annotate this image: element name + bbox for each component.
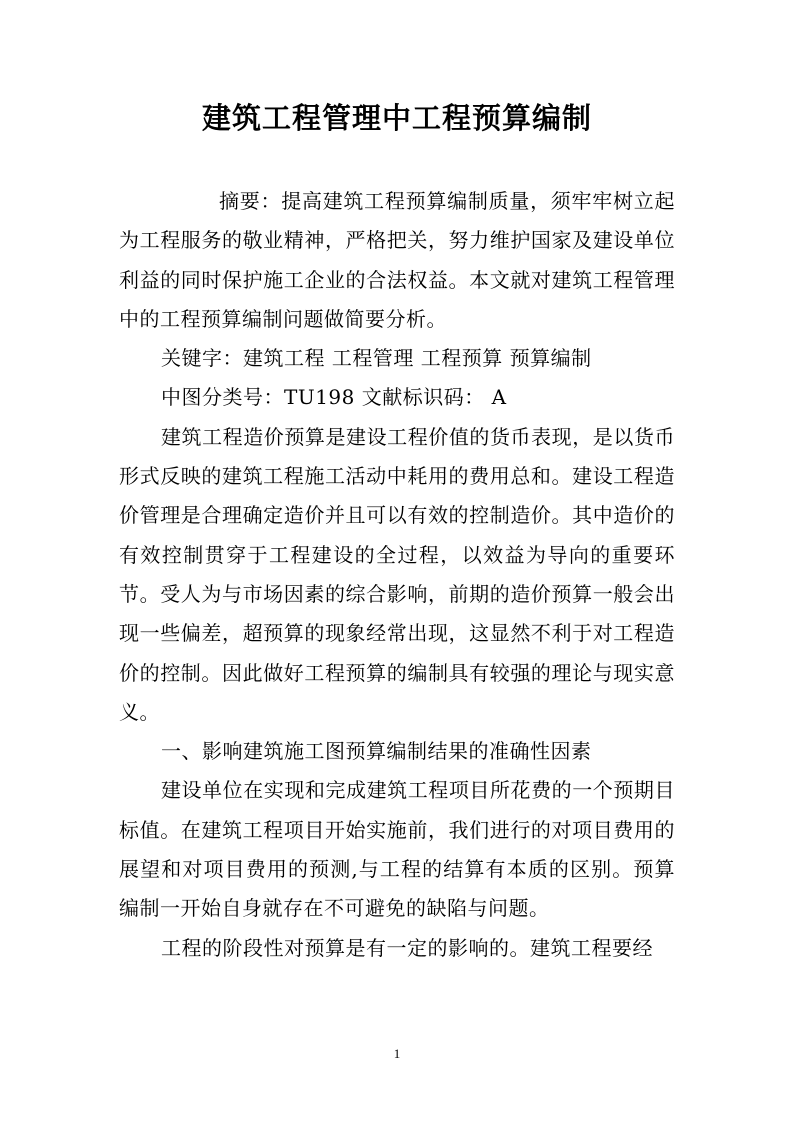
classification-line: 中图分类号：TU198 文献标识码： A <box>161 385 507 410</box>
page-number: 1 <box>393 1046 401 1061</box>
section-heading-1: 一、影响建筑施工图预算编制结果的准确性因素 <box>161 739 592 764</box>
body-paragraph-budget-target: 建设单位在实现和完成建筑工程项目所花费的一个预期目标值。在建筑工程项目开始实施前，我们进行的对项目费用的展望和对项目费用的预测,与工程的结算有本质的区别。预算编制一开始自身就存在不可避免的缺陷与问题。 <box>119 778 675 921</box>
body-paragraph-intro: 建筑工程造价预算是建设工程价值的货币表现，是以货币形式反映的建筑工程施工活动中耗用的费用总和。建设工程造价管理是合理确定造价并且可以有效的控制造价。其中造价的有效控制贯穿于工程建设的全过程，以效益为导向的重要环节。受人为与市场因素的综合影响，前期的造价预算一般会出现一些偏差，超预算的现象经常出现，这显然不利于对工程造价的控制。因此做好工程预算的编制具有较强的理论与现实意义。 <box>119 424 675 724</box>
document-title: 建筑工程管理中工程预算编制 <box>201 101 592 135</box>
body-paragraph-stage-impact: 工程的阶段性对预算是有一定的影响的。建筑工程要经 <box>161 935 653 960</box>
document-body <box>119 182 675 968</box>
abstract-paragraph: 摘要：提高建筑工程预算编制质量，须牢牢树立起为工程服务的敬业精神，严格把关，努力维护国家及建设单位利益的同时保护施工企业的合法权益。本文就对建筑工程管理中的工程预算编制问题做简要分析。 <box>119 189 675 331</box>
keywords-line: 关键字：建筑工程 工程管理 工程预算 预算编制 <box>161 346 592 371</box>
